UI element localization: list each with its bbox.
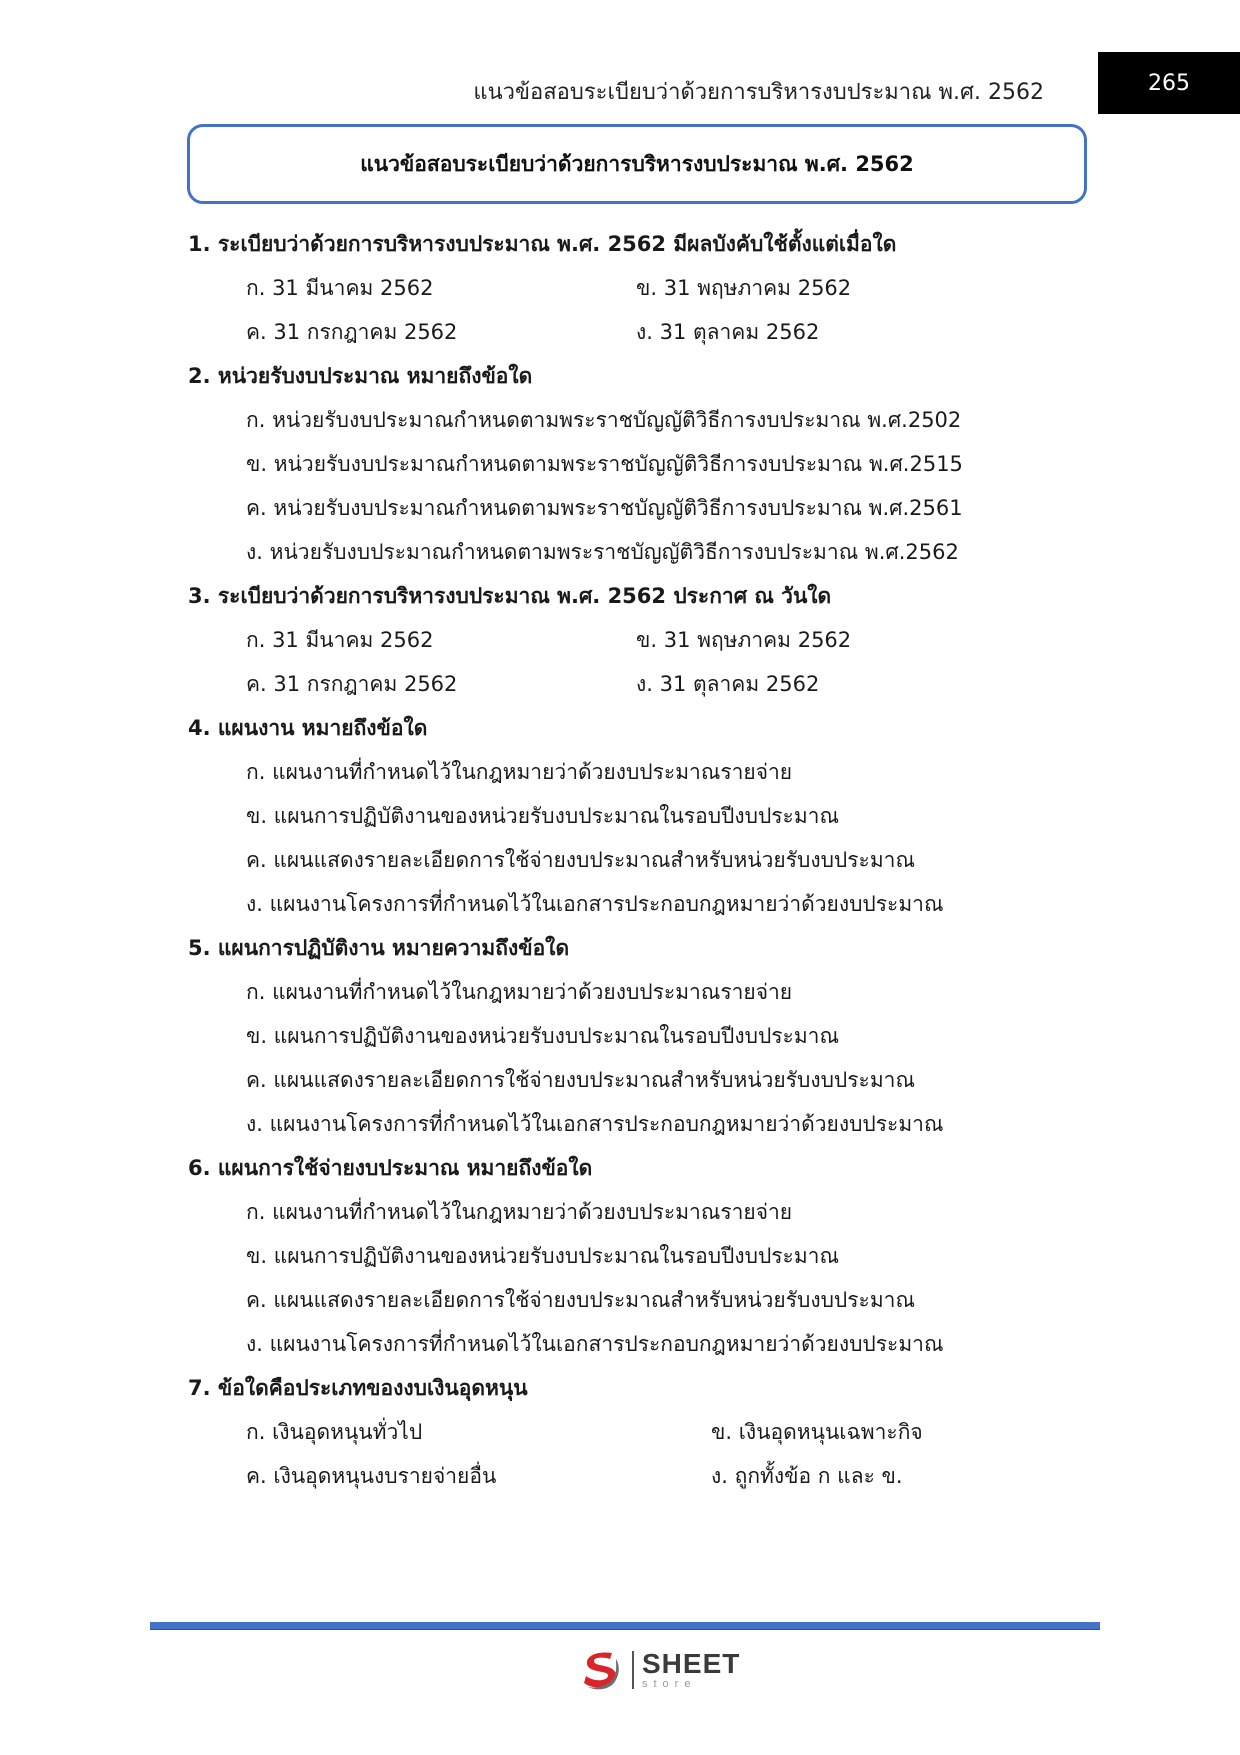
option-row: [188, 662, 1148, 706]
option-d: ง. หน่วยรับงบประมาณกำหนดตามพระราชบัญญัติวิธีการงบประมาณ พ.ศ.2562: [246, 540, 959, 564]
option-b: ข. 31 พฤษภาคม 2562: [636, 628, 852, 652]
option-c: ค. 31 กรกฎาคม 2562: [246, 672, 458, 696]
option-d: ง. แผนงานโครงการที่กำหนดไว้ในเอกสารประกอบกฎหมายว่าด้วยงบประมาณ: [246, 892, 944, 916]
question-5: [188, 926, 1148, 1146]
option-b: ข. เงินอุดหนุนเฉพาะกิจ: [711, 1420, 923, 1444]
option-d: ง. แผนงานโครงการที่กำหนดไว้ในเอกสารประกอบกฎหมายว่าด้วยงบประมาณ: [246, 1112, 944, 1136]
footer-rule: [150, 1622, 1100, 1630]
logo-text: [642, 1650, 740, 1690]
logo-word: SHEET: [642, 1648, 741, 1679]
option-a: ก. แผนงานที่กำหนดไว้ในกฎหมายว่าด้วยงบประมาณรายจ่าย: [246, 760, 793, 784]
section-title: แนวข้อสอบระเบียบว่าด้วยการบริหารงบประมาณ พ.ศ. 2562: [360, 151, 914, 176]
option-c: ค. หน่วยรับงบประมาณกำหนดตามพระราชบัญญัติวิธีการงบประมาณ พ.ศ.2561: [246, 496, 963, 520]
question-2: [188, 354, 1148, 574]
option-d: ง. แผนงานโครงการที่กำหนดไว้ในเอกสารประกอบกฎหมายว่าด้วยงบประมาณ: [246, 1332, 944, 1356]
option-b: ข. 31 พฤษภาคม 2562: [636, 276, 852, 300]
option-c: ค. 31 กรกฎาคม 2562: [246, 320, 458, 344]
option-d: ง. ถูกทั้งข้อ ก และ ข.: [711, 1464, 903, 1488]
option-b: ข. หน่วยรับงบประมาณกำหนดตามพระราชบัญญัติวิธีการงบประมาณ พ.ศ.2515: [246, 452, 963, 476]
option-c: ค. แผนแสดงรายละเอียดการใช้จ่ายงบประมาณสำหรับหน่วยรับงบประมาณ: [246, 848, 915, 872]
option-d: ง. 31 ตุลาคม 2562: [636, 320, 820, 344]
option-b: ข. แผนการปฏิบัติงานของหน่วยรับงบประมาณในรอบปีงบประมาณ: [246, 804, 839, 828]
page-number: 265: [1098, 52, 1240, 114]
running-header-title: แนวข้อสอบระเบียบว่าด้วยการบริหารงบประมาณ พ.ศ. 2562: [473, 80, 1044, 105]
option-row: [188, 310, 1148, 354]
option-c: ค. แผนแสดงรายละเอียดการใช้จ่ายงบประมาณสำหรับหน่วยรับงบประมาณ: [246, 1068, 915, 1092]
question-text: 3. ระเบียบว่าด้วยการบริหารงบประมาณ พ.ศ. 2562 ประกาศ ณ วันใด: [188, 584, 832, 608]
logo-separator: [632, 1651, 634, 1689]
option-a: ก. 31 มีนาคม 2562: [246, 628, 434, 652]
question-list: [188, 222, 1148, 1498]
sheet-store-logo: [576, 1645, 740, 1695]
option-c: ค. เงินอุดหนุนงบรายจ่ายอื่น: [246, 1464, 497, 1488]
sheet-store-logo-icon: [576, 1645, 626, 1695]
option-row: [188, 1454, 1148, 1498]
option-a: ก. 31 มีนาคม 2562: [246, 276, 434, 300]
question-1: [188, 222, 1148, 354]
question-3: [188, 574, 1148, 706]
option-a: ก. หน่วยรับงบประมาณกำหนดตามพระราชบัญญัติวิธีการงบประมาณ พ.ศ.2502: [246, 408, 962, 432]
question-text: 4. แผนงาน หมายถึงข้อใด: [188, 716, 428, 740]
question-6: [188, 1146, 1148, 1366]
logo-subword: store: [642, 1678, 697, 1690]
option-row: [188, 266, 1148, 310]
question-4: [188, 706, 1148, 926]
question-text: 6. แผนการใช้จ่ายงบประมาณ หมายถึงข้อใด: [188, 1156, 593, 1180]
question-text: 2. หน่วยรับงบประมาณ หมายถึงข้อใด: [188, 364, 533, 388]
question-text: 7. ข้อใดคือประเภทของงบเงินอุดหนุน: [188, 1376, 528, 1400]
option-a: ก. แผนงานที่กำหนดไว้ในกฎหมายว่าด้วยงบประมาณรายจ่าย: [246, 1200, 793, 1224]
option-row: [188, 618, 1148, 662]
question-text: 1. ระเบียบว่าด้วยการบริหารงบประมาณ พ.ศ. 2562 มีผลบังคับใช้ตั้งแต่เมื่อใด: [188, 232, 897, 256]
question-7: [188, 1366, 1148, 1498]
option-c: ค. แผนแสดงรายละเอียดการใช้จ่ายงบประมาณสำหรับหน่วยรับงบประมาณ: [246, 1288, 915, 1312]
option-a: ก. เงินอุดหนุนทั่วไป: [246, 1420, 423, 1444]
question-text: 5. แผนการปฏิบัติงาน หมายความถึงข้อใด: [188, 936, 570, 960]
option-b: ข. แผนการปฏิบัติงานของหน่วยรับงบประมาณในรอบปีงบประมาณ: [246, 1024, 839, 1048]
option-a: ก. แผนงานที่กำหนดไว้ในกฎหมายว่าด้วยงบประมาณรายจ่าย: [246, 980, 793, 1004]
option-row: [188, 1410, 1148, 1454]
section-title-box: [187, 124, 1087, 204]
option-d: ง. 31 ตุลาคม 2562: [636, 672, 820, 696]
option-b: ข. แผนการปฏิบัติงานของหน่วยรับงบประมาณในรอบปีงบประมาณ: [246, 1244, 839, 1268]
